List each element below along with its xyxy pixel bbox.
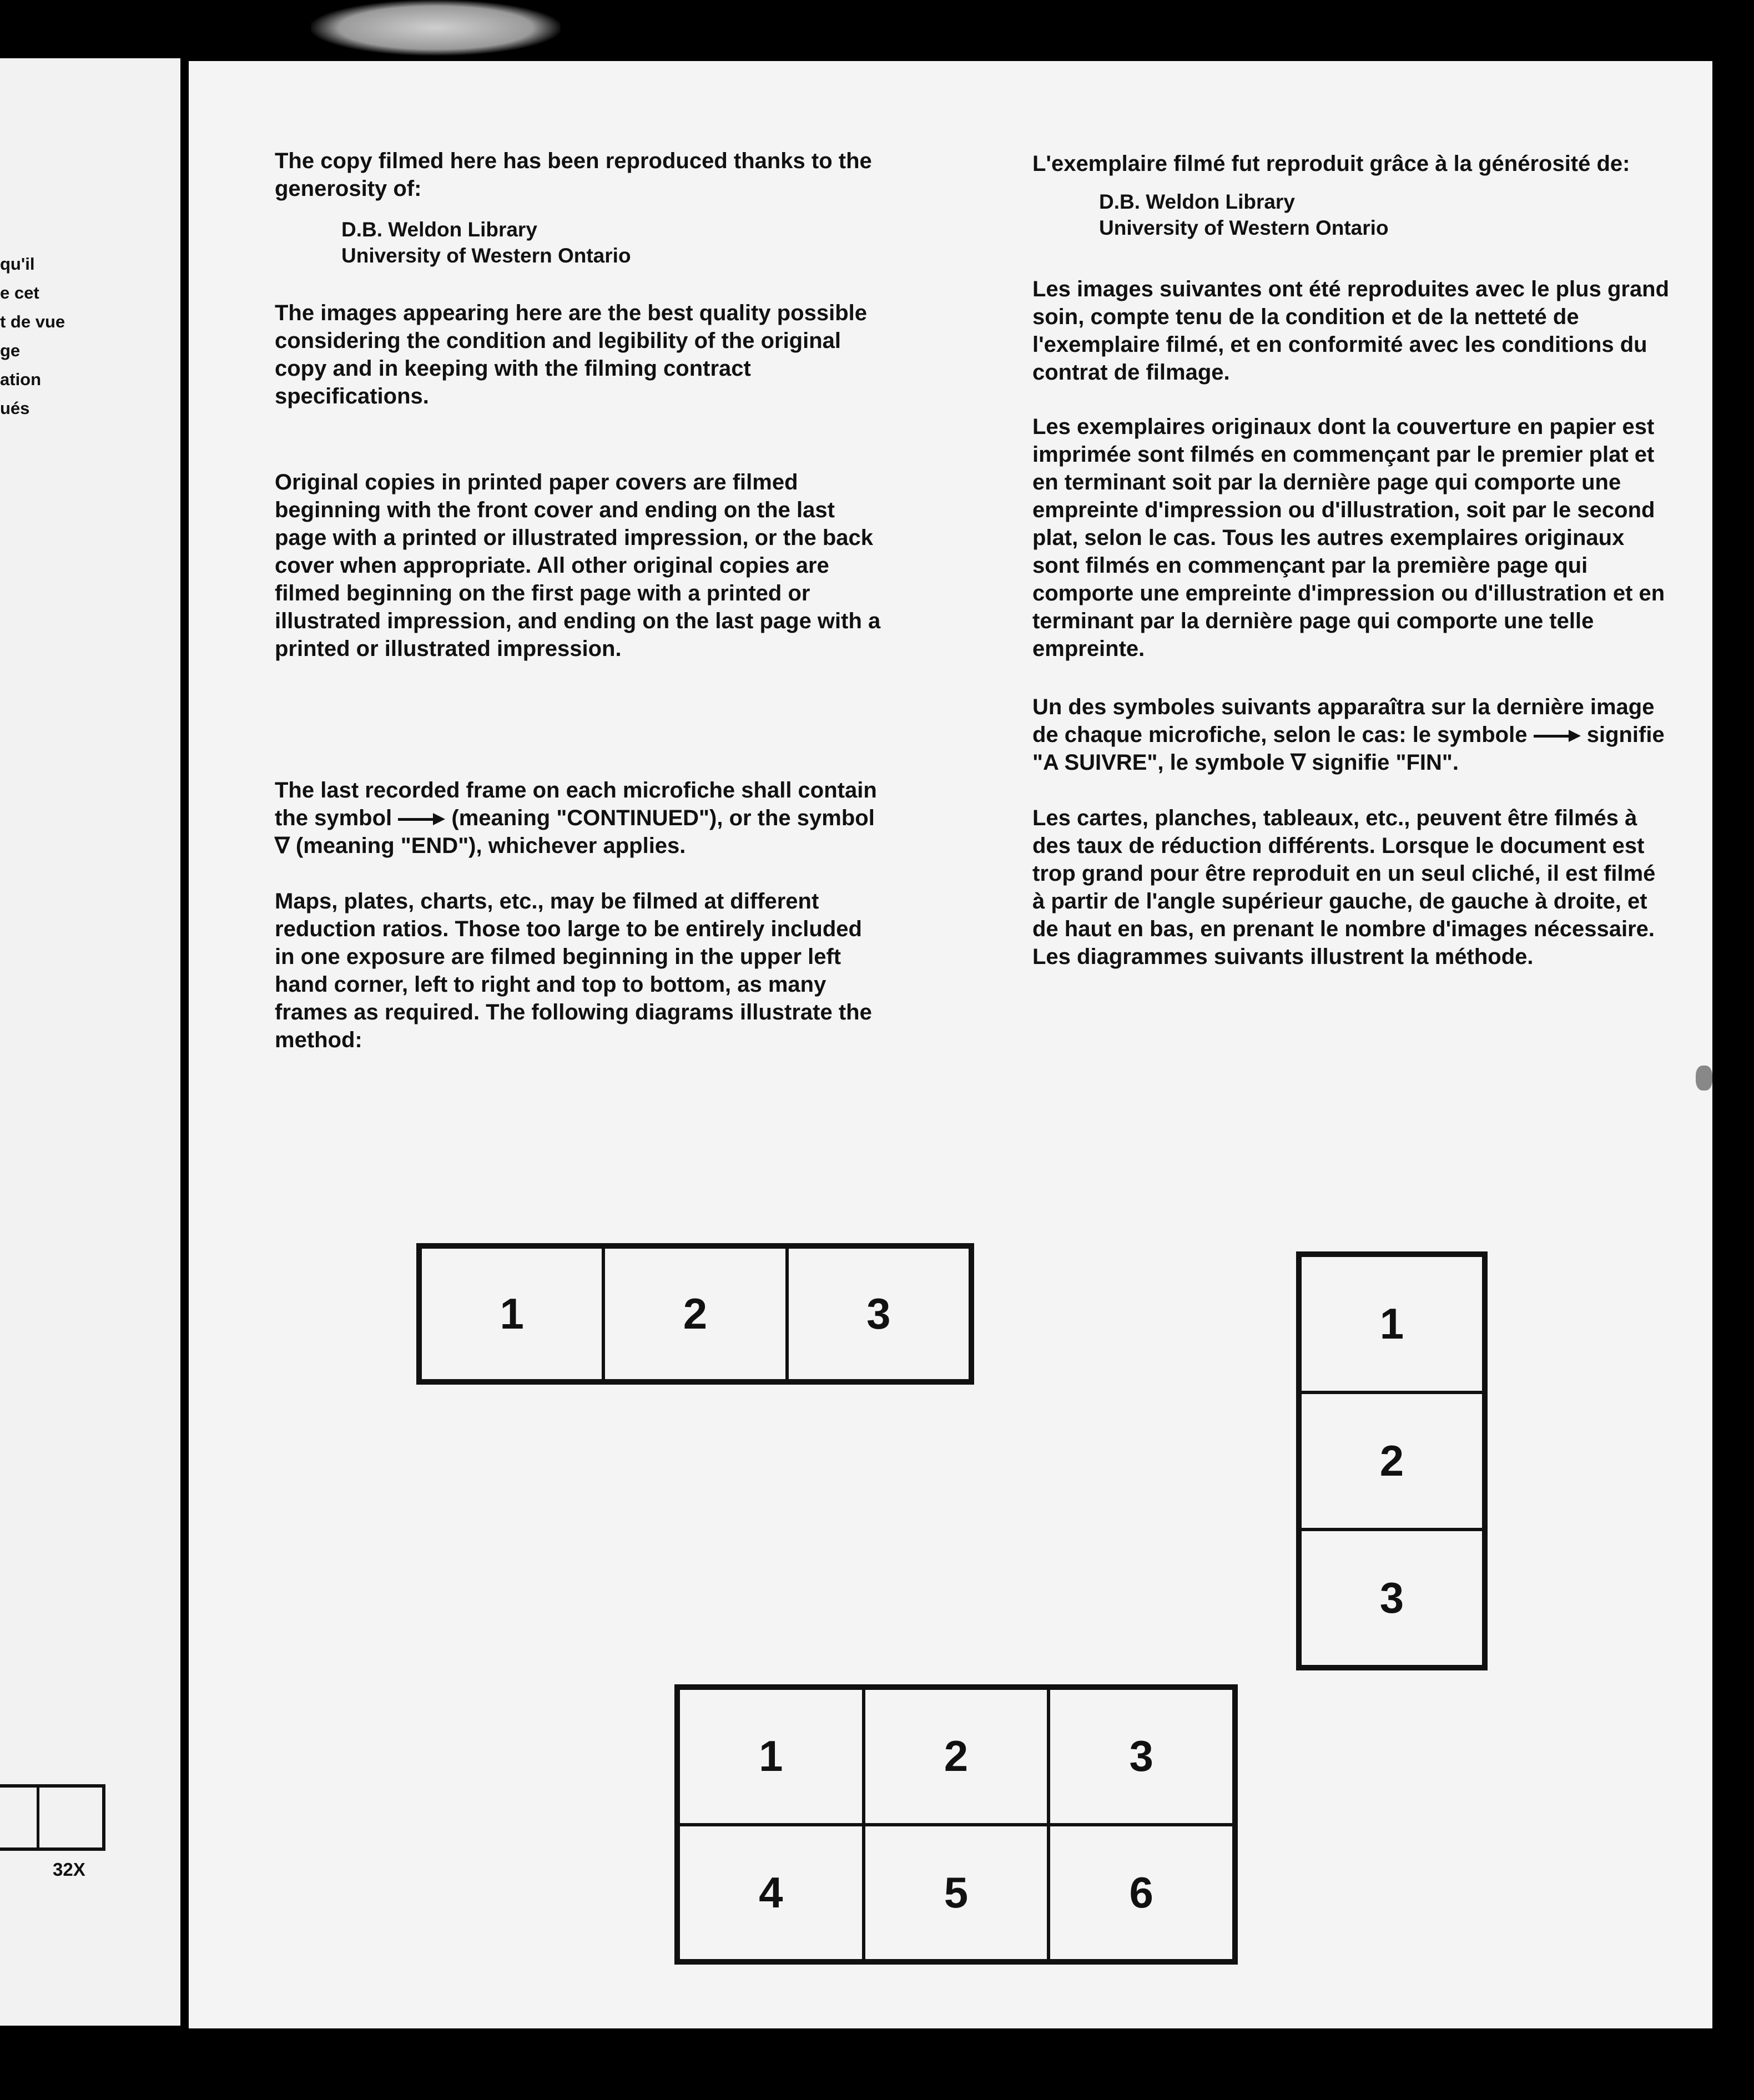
frame-cell: 1 — [1300, 1255, 1484, 1392]
frame-cell: 2 — [864, 1688, 1049, 1825]
fragment-line-6: ués — [0, 398, 30, 418]
fragment-line-5: ation — [0, 370, 42, 389]
english-symbols-text-a: The last recorded frame on each microfiche shall contain the symbol — [275, 778, 877, 830]
french-intro: L'exemplaire filmé fut reproduit grâce à la générosité de: — [1032, 152, 1630, 176]
fragment-line-2: e cet — [0, 283, 39, 302]
grid-frame-diagram — [674, 1684, 1238, 1965]
frame-cell: 2 — [603, 1247, 787, 1381]
english-symbols — [275, 776, 885, 860]
english-column — [275, 147, 885, 1054]
frame-cell: 3 — [787, 1247, 970, 1381]
suivre-arrow-icon — [1534, 733, 1581, 739]
frame-cell: 1 — [678, 1688, 864, 1825]
english-quality: The images appearing here are the best quality possible considering the condition and legibility of the original copy and in keeping with the filming contract specifications. — [275, 301, 867, 408]
frame-cell: 6 — [1049, 1825, 1234, 1961]
english-covers: Original copies in printed paper covers are filmed beginning with the front cover and ending on the last page with a printed or illustrated impression, or the back cover when appropriate. All other original copies are filmed beginning on the first page with a printed or illustrated impression, and ending on the last page with a printed or illustrated impression. — [275, 470, 881, 661]
left-page-fragment — [0, 58, 180, 2026]
frame-cell: 3 — [1300, 1529, 1484, 1667]
frame-cell: 4 — [678, 1825, 864, 1961]
frame-cell: 5 — [864, 1825, 1049, 1961]
continued-arrow-icon — [398, 816, 445, 822]
target-page — [189, 61, 1712, 2028]
film-smudge — [311, 0, 561, 55]
frame-cell: 3 — [1049, 1688, 1234, 1825]
english-symbols-text-b: (meaning "CONTINUED"), or the symbol ∇ (meaning "END"), whichever applies. — [275, 806, 875, 858]
left-page-number: 32X — [53, 1859, 85, 1880]
fragment-line-1: qu'il — [0, 254, 35, 274]
english-library-name: D.B. Weldon Library — [341, 218, 537, 241]
frame-cell: 2 — [1300, 1392, 1484, 1529]
english-maps: Maps, plates, charts, etc., may be filmed at different reduction ratios. Those too large to be entirely included in one exposure are filmed beginning in the upper left hand corner, left to right and top to bottom, as many frames as required. The following diagrams illustrate the method: — [275, 889, 872, 1052]
french-symbols-text-a: Un des symboles suivants apparaîtra sur la dernière image de chaque microfiche, selon le cas: le symbole — [1032, 695, 1655, 747]
english-library-university: University of Western Ontario — [341, 244, 631, 267]
french-library-university: University of Western Ontario — [1099, 216, 1389, 239]
english-intro: The copy filmed here has been reproduced thanks to the generosity of: — [275, 149, 872, 201]
french-library-name: D.B. Weldon Library — [1099, 190, 1295, 213]
left-partial-grid — [0, 1784, 105, 1851]
french-maps: Les cartes, planches, tableaux, etc., peuvent être filmés à des taux de réduction différents. Lorsque le document est trop grand pour être reproduit en un seul cliché, il est filmé à partir de l'angle supérieur gauche, de gauche à droite, et de haut en bas, en prenant le nombre d'images nécessaire. Les diagrammes suivants illustrent la méthode. — [1032, 806, 1656, 969]
edge-mark — [1696, 1066, 1712, 1091]
frame-cell: 1 — [420, 1247, 603, 1381]
french-quality: Les images suivantes ont été reproduites avec le plus grand soin, compte tenu de la condition et de la netteté de l'exemplaire filmé, et en conformité avec les conditions du contrat de filmage. — [1032, 277, 1670, 385]
fragment-line-4: ge — [0, 341, 21, 360]
fragment-line-3: t de vue — [0, 312, 65, 331]
french-covers: Les exemplaires originaux dont la couverture en papier est imprimée sont filmés en commençant par le premier plat et en terminant soit par la dernière page qui comporte une empreinte d'impression ou d'illustration, soit par le second plat, selon le cas. Tous les autres exemplaires originaux sont filmés en commençant par la première page qui comporte une empreinte d'impression ou d'illustration et en terminant par la dernière page qui comporte une telle empreinte. — [1032, 415, 1665, 661]
horizontal-frame-diagram — [416, 1243, 974, 1385]
french-symbols-text-b: signifie "A SUIVRE", le symbole ∇ signifie "FIN". — [1032, 723, 1665, 775]
french-symbols — [1032, 693, 1671, 776]
vertical-frame-diagram — [1296, 1251, 1488, 1670]
french-column — [1032, 150, 1671, 971]
